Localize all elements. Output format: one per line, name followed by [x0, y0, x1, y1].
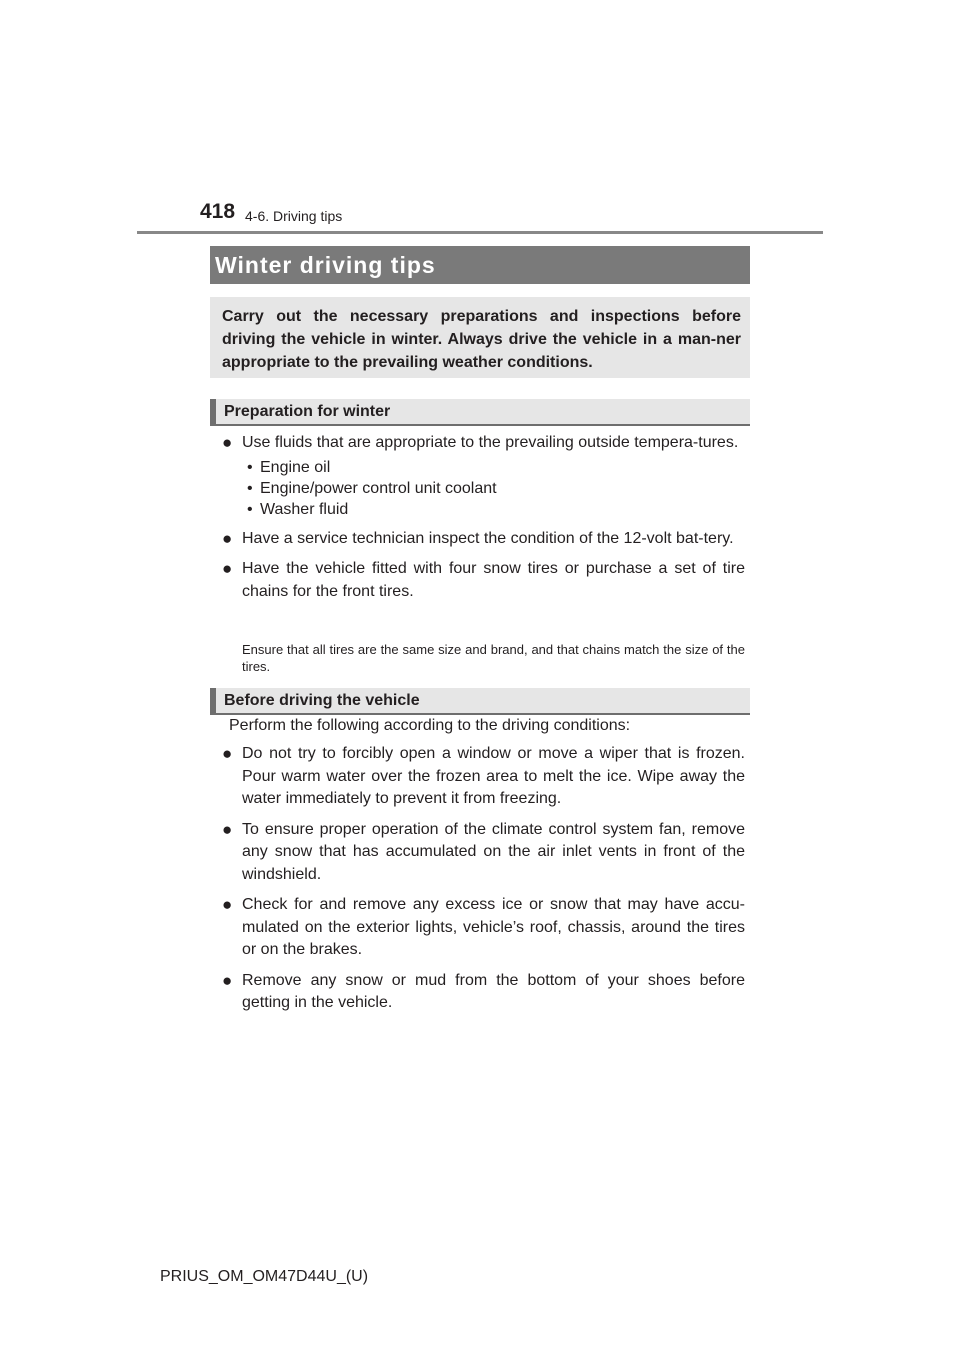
- sub-list-item: [242, 499, 745, 520]
- list-item: [222, 970, 745, 1015]
- sub-list-item-text: Engine/power control unit coolant: [260, 479, 497, 497]
- intro-box: [210, 297, 750, 378]
- page-number: 418: [200, 200, 236, 223]
- list-item-text: Use fluids that are appropriate to the prevailing outside tempera-tures.: [242, 434, 739, 451]
- bullet-icon: ●: [222, 819, 233, 839]
- section-label: 4-6. Driving tips: [245, 208, 343, 224]
- sub-bullet-icon: •: [247, 500, 253, 518]
- bullet-icon: ●: [222, 895, 233, 914]
- intro-text: Carry out the necessary preparations and inspections before driving the vehicle in winter. Always drive the vehicle in a man-ner appropriate to the prevailing weather conditions.: [222, 308, 741, 371]
- list-item: [222, 894, 745, 962]
- note-text: Ensure that all tires are the same size and brand, and that chains match the size of the tires.: [242, 642, 745, 674]
- sub-bullet-icon: •: [247, 479, 253, 497]
- sub-list-item: [242, 457, 745, 478]
- header-rule: [137, 231, 823, 234]
- bullet-icon: ●: [222, 744, 233, 763]
- before-driving-list: [222, 743, 745, 1023]
- list-item-text: Have the vehicle fitted with four snow tires or purchase a set of tire chains for the front tires.: [242, 560, 745, 600]
- sub-list-item-text: Washer fluid: [260, 500, 349, 518]
- list-item: [222, 743, 745, 811]
- list-item-text: Have a service technician inspect the condition of the 12-volt bat-tery.: [242, 529, 734, 547]
- preparation-list: [222, 432, 745, 611]
- page-title: Winter driving tips: [210, 246, 750, 284]
- heading-preparation: Preparation for winter: [210, 399, 750, 426]
- sub-list-item-text: Engine oil: [260, 458, 331, 476]
- list-item: [222, 432, 745, 520]
- heading-before-driving: Before driving the vehicle: [210, 688, 750, 715]
- bullet-icon: ●: [222, 433, 233, 452]
- bullet-icon: ●: [222, 970, 233, 990]
- footer-doc-id: PRIUS_OM_OM47D44U_(U): [160, 1268, 369, 1285]
- sub-list-item: [242, 478, 745, 499]
- fluid-list: [242, 457, 745, 520]
- bullet-icon: ●: [222, 528, 233, 548]
- list-item-text: Check for and remove any excess ice or snow that may have accu-mulated on the exterior lights, vehicle’s roof, chassis, around the tires or on the brakes.: [242, 896, 745, 958]
- list-item-text: Do not try to forcibly open a window or move a wiper that is frozen. Pour warm water over the frozen area to melt the ice. Wipe away the water immediately to prevent it from freezing.: [242, 745, 745, 807]
- sub-bullet-icon: •: [247, 458, 253, 476]
- list-item-text: To ensure proper operation of the climate control system fan, remove any snow that has accumulated on the air inlet vents in front of the windshield.: [242, 820, 745, 883]
- list-item: [222, 819, 745, 887]
- list-item: [222, 528, 745, 551]
- list-item-text: Remove any snow or mud from the bottom of your shoes before getting in the vehicle.: [242, 971, 745, 1011]
- lead-text: Perform the following according to the driving conditions:: [229, 717, 631, 734]
- list-item: [222, 558, 745, 603]
- bullet-icon: ●: [222, 559, 233, 578]
